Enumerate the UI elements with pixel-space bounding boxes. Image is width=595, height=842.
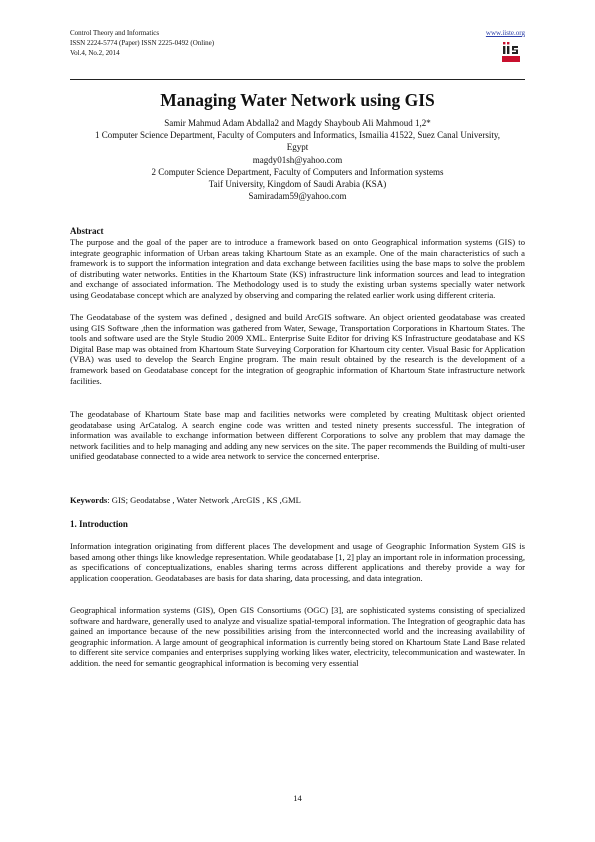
email-1: magdy01sh@yahoo.com [252,154,343,165]
iiste-logo-icon [501,41,521,63]
running-header [70,28,525,80]
affiliation-1: 1 Computer Science Department, Faculty of Computers and Informatics, Ismailia 41522, Suez Canal University, [94,130,501,141]
abstract-heading: Abstract [70,226,104,236]
issn-line: ISSN 2224-5774 (Paper) ISSN 2225-0492 (Online) [70,39,215,47]
header-rule [70,79,525,80]
email-2: Samiradam59@yahoo.com [248,191,347,202]
journal-url-link[interactable]: www.iiste.org [485,29,525,37]
paper-title: Managing Water Network using GIS [160,90,435,110]
keywords-label: Keywords [70,495,108,505]
author-names: Samir Mahmud Adam Abdalla2 and Magdy Shayboub Ali Mahmoud 1,2* [164,118,431,128]
affiliation-2: 2 Computer Science Department, Faculty of Computers and Information systems [151,166,444,177]
volume-line: Vol.4, No.2, 2014 [70,49,120,57]
journal-name: Control Theory and Informatics [70,29,160,37]
intro-paragraph-2: Geographical information systems (GIS), Open GIS Consortiums (OGC) [3], are sophisticated systems consisting of specialized software and hardware, generally used to analyze and visualize spatial-temporal information. The Integration of geographic data has gained an importance because of the new possibilities arising from the interconnected world and the increasing availability of geographic information. A large amount of geographical information is currently being stored on Khartoum State Land Base related to different site service companies and enterprises supplying working likes water, electricity, telecommunication and wastewater. In addition. the need for semantic geographical information is becoming very essential [70,605,525,668]
page-number: 14 [293,793,302,803]
introduction-heading: 1. Introduction [70,519,128,529]
abstract-paragraph-2: The Geodatabase of the system was defined , designed and build ArcGIS software. An object oriented geodatabase was created using GIS Software ,then the information was gathered from Water, Sewage, Transportation Corporations in Khartoum States. The tools and software used are the Style Studio 2009 XML. Enterprise Suite Editor for driving KS Infrastructure geodatabase and KS Digital Base map was obtained from Khartoum State Surveying Corporation for Khartoum city center. Visual Basic for Application (VBA) was used to develop the Search Engine program. The main result obtained by the research is the development of a framework based on Geodatabase concept for the integration of geographic information of Khartoum State infrastructure network facilities. [70,312,525,386]
affiliation-2-university: Taif University, Kingdom of Saudi Arabia (KSA) [208,179,387,190]
intro-paragraph-1: Information integration originating from different places The development and usage of Geographic Information System GIS is based among other things like knowledge representation. While geodatabase [1, 2] play an important role in information processing, as specifications of conceptualizations, enables sharing terms across different applications and thereby provide a way for application cooperation. Geodatabases are basis for data sharing, data processing, and data integration. [70,541,525,583]
abstract-paragraph-3: The geodatabase of Khartoum State base map and facilities networks were completed by creating Multitask object oriented geodatabase using ArCatalog. A search engine code was written and tested ninety presents successful. The integration of information was available to exchange information between different Corporations to solve any problem that may damage the network facilities and to help managing and adding any new services on the site. The paper recommends the Building of multi-user unified geodatabase connected to a wide area network to service the concerned enterprise. [70,409,525,462]
keywords-text: : GIS; Geodatabse , Water Network ,ArcGIS , KS ,GML [107,495,301,505]
keywords-line [70,495,525,506]
abstract-paragraph-1: The purpose and the goal of the paper are to introduce a framework based on onto Geographical information systems (GIS) to integrate geographic information of Urban areas taking Khartoum State as an example. One of the main characteristics of such a framework is to support the information integration and data exchange between facilities using the base maps to solve the problem of distributing water networks. Entities in the Khartoum State (KS) infrastructure link information sources and lead to integration and exchange of associated information. The Methodology used is to study the existing urban systems specially water network using Geodatabase concept which are analyzed by observing and comparing the related earlier work using different criteria. [70,237,525,300]
author-block [70,117,525,202]
affiliation-1-country: Egypt [286,142,309,153]
